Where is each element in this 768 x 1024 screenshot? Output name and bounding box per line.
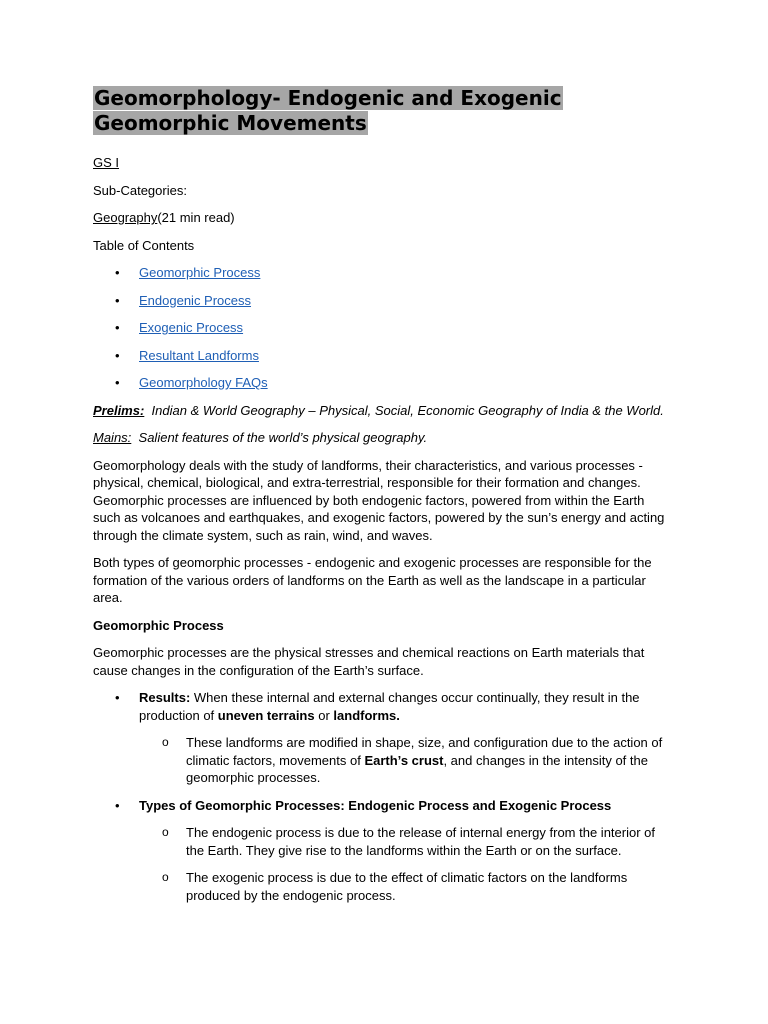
bullet-icon: • xyxy=(115,265,120,280)
toc-item xyxy=(93,292,671,310)
toc-link-geomorphic-process[interactable]: Geomorphic Process xyxy=(139,265,261,280)
toc-link-exogenic-process[interactable]: Exogenic Process xyxy=(139,320,244,335)
toc-item xyxy=(93,319,671,337)
section-heading: Geomorphic Process xyxy=(93,617,224,633)
table-of-contents xyxy=(93,264,671,392)
bullet-icon: • xyxy=(115,690,120,705)
geography-link[interactable]: Geography xyxy=(93,210,158,225)
document-content xyxy=(93,86,671,914)
results-sub-text-2: , and changes in the intensity of the geomorphic processes. xyxy=(186,752,648,785)
process-list xyxy=(93,689,671,904)
both-paragraph: Both types of geomorphic processes - endogenic and exogenic processes are responsible for the formation of the various orders of landforms on the Earth as well as the landscape in a particular area. xyxy=(93,555,652,605)
read-time: (21 min read) xyxy=(157,210,235,225)
bullet-icon: • xyxy=(115,375,120,390)
types-label-a: Types of Geomorphic Processes xyxy=(139,797,341,813)
sub-list-item xyxy=(139,824,671,859)
page-title xyxy=(93,86,671,136)
results-sub-bold: Earth’s crust xyxy=(364,752,444,768)
prelims-label: Prelims: xyxy=(93,402,145,418)
section-paragraph: Geomorphic processes are the physical stresses and chemical reactions on Earth materials that cause changes in the configuration of the Earth’s surface. xyxy=(93,645,645,678)
results-bold-1: uneven terrains xyxy=(217,707,315,723)
mains-line xyxy=(93,429,671,447)
gs-label[interactable]: GS I xyxy=(93,155,120,170)
types-sub-text-1: The endogenic process is due to the release of internal energy from the interior of the Earth. They give rise to the landforms within the Earth or on the surface. xyxy=(186,825,655,858)
toc-link-endogenic-process[interactable]: Endogenic Process xyxy=(139,292,252,308)
prelims-text: Indian & World Geography – Physical, Social, Economic Geography of India & the World. xyxy=(151,402,664,418)
results-label: Results: xyxy=(139,690,191,705)
types-label xyxy=(139,798,611,813)
results-text-2: or xyxy=(314,707,334,723)
bullet-icon: • xyxy=(115,347,120,363)
list-item-results xyxy=(93,689,671,787)
results-sub-text: These landforms are modified in shape, size, and configuration due to the action of climatic factors, movements of xyxy=(186,735,663,768)
results-sublist xyxy=(139,734,671,787)
types-label-b: : Endogenic Process and Exogenic Process xyxy=(340,797,612,813)
bullet-icon: • xyxy=(115,292,120,308)
sub-bullet-icon: o xyxy=(162,825,169,839)
subcategories-label: Sub-Categories: xyxy=(93,182,187,198)
toc-link-faqs[interactable]: Geomorphology FAQs xyxy=(139,375,268,390)
toc-item xyxy=(93,374,671,392)
results-bold-2: landforms. xyxy=(333,707,400,723)
toc-item xyxy=(93,264,671,282)
intro-paragraph: Geomorphology deals with the study of landforms, their characteristics, and various processes - physical, chemical, biological, and extra-terrestrial, responsible for their formation and changes. Geomorphic processes are influenced by both endogenic factors, powered from within the Earth such as volcanoes and earthquakes, and exogenic factors, powered by the sun’s energy and acting through the climate system, such as rain, wind, and waves. xyxy=(93,457,665,543)
toc-heading: Table of Contents xyxy=(93,237,195,253)
list-item-types xyxy=(93,797,671,905)
mains-label: Mains: xyxy=(93,430,132,445)
category-line xyxy=(93,209,671,227)
sub-list-item xyxy=(139,734,671,787)
types-sublist xyxy=(139,824,671,904)
bullet-icon: • xyxy=(115,797,120,813)
bullet-icon: • xyxy=(115,320,120,335)
prelims-line xyxy=(93,402,671,420)
title-line-1: Geomorphology- Endogenic and Exogenic xyxy=(94,86,562,110)
sub-list-item xyxy=(139,869,671,904)
types-sub-text-2: The exogenic process is due to the effect of climatic factors on the landforms produced by the endogenic process. xyxy=(186,870,628,903)
sub-bullet-icon: o xyxy=(162,870,169,884)
toc-item xyxy=(93,347,671,365)
results-text: When these internal and external changes occur continually, they result in the production of xyxy=(139,690,640,723)
toc-link-resultant-landforms[interactable]: Resultant Landforms xyxy=(139,347,259,363)
title-line-2: Geomorphic Movements xyxy=(94,111,367,135)
sub-bullet-icon: o xyxy=(162,735,169,749)
mains-text: Salient features of the world’s physical geography. xyxy=(138,430,428,445)
